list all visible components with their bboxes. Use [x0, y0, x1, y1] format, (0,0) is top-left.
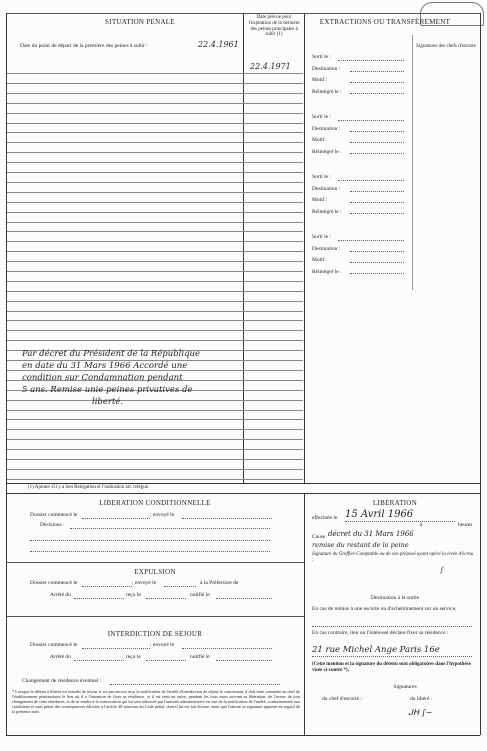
extraction-field-line [350, 131, 404, 132]
ruled-line [7, 172, 303, 173]
destination-label: Destination : [312, 185, 341, 192]
lc-decisions-line-2 [30, 540, 270, 541]
left-border [6, 13, 7, 735]
interdiction-title: INTERDICTION DE SEJOUR [107, 630, 203, 638]
ruled-line [7, 449, 303, 450]
destination-label: Destination : [312, 245, 341, 252]
expulsion-title: EXPULSION [134, 568, 176, 576]
ruled-line [7, 330, 303, 331]
exp-envoye-line [164, 586, 196, 587]
exp-dossier-label: Dossier commencé le [30, 580, 78, 586]
liberation-conditionnelle-title: LIBERATION CONDITIONNELLE [99, 499, 211, 507]
ruled-line [7, 142, 303, 143]
bottom-border [6, 735, 480, 736]
exp-recu-label: reçu le [126, 592, 141, 598]
signature-col-divider [412, 35, 413, 290]
lib-residence-line [312, 656, 472, 657]
note-line-3: condition sur Condamnation pendant [22, 373, 183, 383]
ruled-line [7, 123, 303, 124]
exp-arrete-line [74, 598, 124, 599]
exp-notifie-label: notifié le [190, 592, 210, 598]
lib-remise-text: En cas de remise à une escorte ou d'acheminement sur un service, [312, 606, 457, 612]
exp-recu-line [146, 598, 186, 599]
expiration-header: Date prévue pour l'expiration de la dernière des peines principales à subir (1) [248, 15, 300, 38]
lc-envoye-line [182, 518, 272, 519]
lc-envoye-label: ; envoyé le [150, 512, 175, 518]
extraction-field-line [350, 202, 404, 203]
int-notifie-label: notifié le [190, 654, 210, 660]
ruled-line [7, 251, 303, 252]
ruled-line [7, 113, 303, 114]
ruled-line [7, 439, 303, 440]
greffier-signature: ∫ [440, 566, 444, 574]
reintegre-label: Réintégré le : [312, 268, 342, 275]
sorti-label: Sorti le : [312, 54, 331, 60]
int-recu-line [146, 660, 186, 661]
ruled-line [7, 231, 303, 232]
expiration-value: 22.4.1971 [250, 62, 291, 71]
exp-dossier-line [82, 586, 132, 587]
extraction-field-line [350, 191, 404, 192]
lc-dossier-label: Dossier commencé le [30, 512, 78, 518]
lc-decisions-line [70, 528, 270, 529]
exp-prefecture-label: à la Préfecture de [200, 580, 239, 586]
exp-envoye-label: ; envoyé le [132, 580, 157, 586]
exp-divider [6, 616, 304, 617]
extraction-field-line [338, 120, 404, 121]
start-date-value: 22.4.1961 [198, 40, 239, 49]
right-border [480, 13, 481, 735]
lib-heures-label: heures [458, 522, 473, 528]
ruled-line [7, 152, 303, 153]
extraction-field-line [350, 93, 404, 94]
lc-decisions-label: Décisions : [40, 522, 65, 528]
ruled-line [7, 311, 303, 312]
lib-signatures-label: Signatures [393, 684, 417, 690]
ruled-line [7, 479, 303, 480]
int-dossier-line [82, 648, 150, 649]
handwritten-pardon-note [22, 348, 242, 408]
ruled-line [7, 261, 303, 262]
lib-chef-escorte-label: du chef d'escorte : [322, 696, 362, 702]
ruled-line [7, 340, 303, 341]
lib-effectuee-line [345, 521, 455, 522]
lib-effectuee-value: 15 Avril 1966 [345, 509, 414, 520]
ruled-line [7, 103, 303, 104]
lib-signature-text: Signature du Greffier-Comptable ou de son préposé ayant opéré la levée d'écrou : [312, 552, 474, 563]
note-line-4: 5 ans. Remise unie peines privatives de [22, 385, 193, 395]
destination-label: Destination : [312, 65, 341, 72]
extraction-field-line [350, 251, 404, 252]
lib-contraire-text: En cas contraire, lieu où l'intéressé déclare fixer sa résidence : [312, 630, 449, 636]
reintegre-label: Réintégré le : [312, 88, 342, 95]
extraction-field-line [350, 142, 404, 143]
int-envoye-label: ; envoyé le [150, 642, 175, 648]
lib-a-label: à [420, 522, 423, 528]
int-dossier-label: Dossier commencé le [30, 642, 78, 648]
lib-effectuee-label: effectuée le [312, 515, 338, 521]
extraction-field-line [350, 262, 404, 263]
signatures-chefs-header: Signatures des chefs d'escorte [416, 44, 476, 49]
libere-signature: ᒍᕼ ∫~ [408, 708, 433, 717]
extraction-field-line [338, 240, 404, 241]
ruled-line [7, 291, 303, 292]
lc-decisions-line-3 [30, 551, 270, 552]
extraction-field-line [350, 273, 404, 274]
ruled-line [7, 222, 303, 223]
lib-cause-label: Cause [312, 534, 326, 540]
extraction-field-line [350, 153, 404, 154]
ruled-line [7, 192, 303, 193]
section-divider-2 [6, 493, 480, 494]
sorti-label: Sorti le : [312, 114, 331, 120]
sorti-label: Sorti le : [312, 174, 331, 180]
extraction-field-line [338, 60, 404, 61]
start-date-label: Date du point de départ de la première des peines à subir : [20, 43, 148, 49]
ruled-line [7, 83, 303, 84]
int-changement-label: Changement de résidence éventuel : [22, 678, 102, 684]
ruled-line [7, 202, 303, 203]
ruled-line [7, 469, 303, 470]
ruled-line [7, 429, 303, 430]
lib-residence-value: 21 rue Michel Ange Paris 16e [312, 645, 440, 655]
bottom-col-divider [304, 493, 305, 735]
ruled-line [7, 73, 303, 74]
int-envoye-line [182, 648, 272, 649]
exp-arrete-label: Arrêté du [50, 592, 71, 598]
extraction-field-line [350, 213, 404, 214]
destination-label: Destination : [312, 125, 341, 132]
motif-label: Motif : [312, 77, 328, 84]
extraction-field-line [338, 180, 404, 181]
exp-notifie-line [216, 598, 272, 599]
col-divider-2 [304, 13, 305, 483]
ruled-line [7, 132, 303, 133]
ruled-line [7, 320, 303, 321]
ruled-line [7, 281, 303, 282]
liberation-title: LIBERATION [372, 499, 418, 507]
sorti-label: Sorti le : [312, 234, 331, 240]
lib-libere-label: du libéré : [410, 696, 433, 702]
note-line-5: liberté. [92, 397, 124, 407]
motif-label: Motif : [312, 137, 328, 144]
ruled-line [7, 459, 303, 460]
extraction-field-line [350, 82, 404, 83]
ruled-line [7, 271, 303, 272]
reintegre-label: Réintégré le : [312, 208, 342, 215]
lib-cause-value-1: décret du 31 Mars 1966 [328, 530, 414, 538]
ruled-line [7, 241, 303, 242]
ruled-line [7, 301, 303, 302]
int-changement-line [110, 684, 280, 685]
lc-dossier-line [82, 518, 150, 519]
motif-label: Motif : [312, 197, 328, 204]
ruled-line [7, 93, 303, 94]
note-line-1: Par décret du Président de la République [22, 349, 201, 359]
ruled-line [7, 212, 303, 213]
lib-mention-text: (Cette mention et la signature du détenu sont obligatoires dans l'hypothèse visée ci-contre *). [312, 662, 471, 673]
int-arrete-label: Arrêté du [50, 654, 71, 660]
situation-title: SITUATION PENALE [105, 18, 175, 26]
lc-divider [6, 562, 304, 563]
ruled-line [7, 162, 303, 163]
footnote-top: (1) Ajouter s'il y a lieu Relégation et l'indication art. relégué. [28, 485, 150, 490]
lib-destination-label: Destination à la sortie [370, 595, 420, 601]
int-recu-label: reçu le [126, 654, 141, 660]
section-divider [6, 483, 480, 484]
int-arrete-line [74, 660, 124, 661]
ruled-line [7, 182, 303, 183]
extractions-title: EXTRACTIONS OU TRANSFÈREMENT [319, 18, 451, 26]
motif-label: Motif : [312, 257, 328, 264]
extraction-field-line [350, 71, 404, 72]
footnote-interdiction: * Lorsque le détenu à libérer est interdit de séjour et n'a pas encore reçu la notification de l'arrêté d'interdiction de séjour le concernant, il doit faire connaître au chef de l'établissement pénitentiaire le lieu où il a l'intention de fixer sa résidence, et il est tenu en outre, pendant les trois mois suivant sa libération, de l'aviser de tout changement de cette résidence, et de se rendre à la convocation qui lui sera adressée par l'autorité administrative en vue de la notification de l'arrêté, conformément aux conditions et sous peine des conséquences édictées à l'article 48 nouveau du Code pénal, dont il lui est fait lecture, ainsi que l'atteste sa signature apposée en regard de la présente note. [12, 689, 300, 714]
lib-cause-value-2: remise du restant de la peine [312, 541, 409, 549]
note-line-2: en date du 31 Mars 1966 Accordé une [22, 361, 188, 371]
ruled-line [7, 410, 303, 411]
int-notifie-line [216, 660, 272, 661]
reintegre-label: Réintégré le : [312, 148, 342, 155]
lib-remise-line [312, 626, 472, 627]
ruled-line [7, 419, 303, 420]
